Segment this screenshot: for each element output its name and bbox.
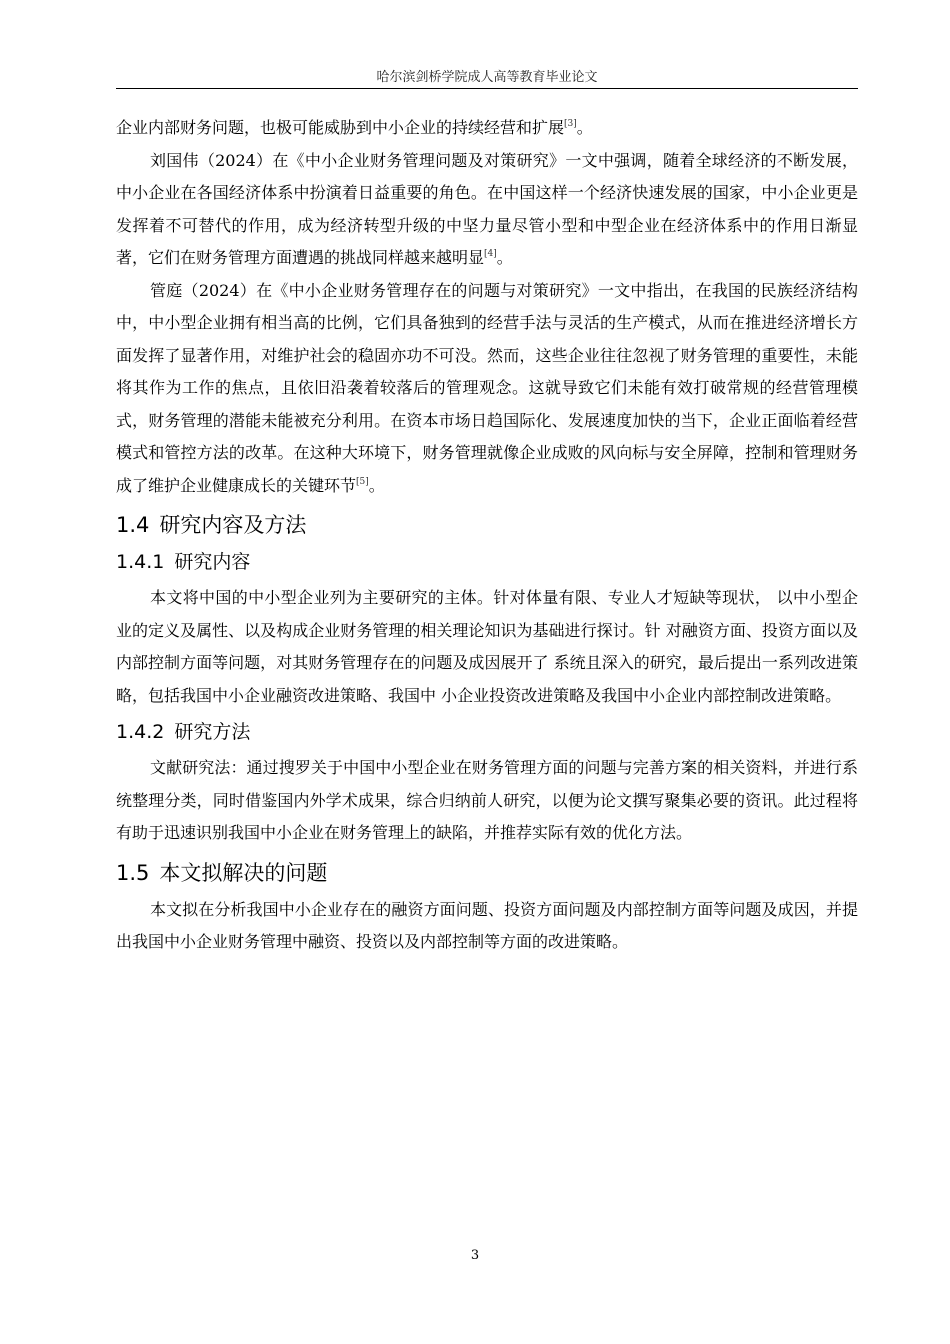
section-title: 研究内容及方法	[159, 513, 307, 537]
section-title: 本文拟解决的问题	[159, 860, 328, 885]
paragraph-text: 管庭（2024）在《中小企业财务管理存在的问题与对策研究》一文中指出，在我国的民族经济结构中，中小型企业拥有相当高的比例，它们具备独到的经营手法与灵活的生产模式，从而在推进经济增长方面发挥了显著作用，对维护社会的稳固亦功不可没。然而，这些企业往往忽视了财务管理的重要性，未能将其作为工作的焦点，且依旧沿袭着较落后的管理观念。这就导致它们未能有效打破常规的经营管理模式，财务管理的潜能未能被充分利用。在资本市场日趋国际化、发展速度加快的当下，企业正面临着经营模式和管控方法的改革。在这种大环境下，财务管理就像企业成败的风向标与安全屏障，控制和管理财务成了维护企业健康成长的关键环节	[116, 280, 858, 495]
citation-ref: [5]	[356, 476, 369, 487]
citation-ref: [4]	[484, 249, 497, 259]
paragraph-end: 。	[576, 118, 593, 137]
running-header: 哈尔滨剑桥学院成人高等教育毕业论文	[376, 70, 598, 85]
paragraph-research-content: 本文将中国的中小型企业列为主要研究的主体。针对体量有限、专业人才短缺等现状， 以中小型企业的定义及属性、以及构成企业财务管理的相关理论知识为基础进行探讨。针 对融资方面、投资方面以及内部控制方面等问题，对其财务管理存在的问题及成因展开了 系统且深入的研究，最后提出一系列改进策略，包括我国中小企业融资改进策略、我国中 小企业投资改进策略及我国中小企业内部控制改进策略。	[116, 588, 858, 705]
section-title: 研究内容	[174, 551, 251, 573]
section-number: 1.5	[116, 860, 150, 885]
paragraph-research-method: 文献研究法：通过搜罗关于中国中小型企业在财务管理方面的问题与完善方案的相关资料，并进行系统整理分类，同时借鉴国内外学术成果，综合归纳前人研究，以便为论文撰写聚集必要的资讯。此过程将有助于迅速识别我国中小企业在财务管理上的缺陷，并推荐实际有效的优化方法。	[116, 758, 858, 842]
section-heading-1-4-2	[116, 716, 858, 748]
header-rule	[116, 88, 858, 89]
paragraph-text: 刘国伟（2024）在《中小企业财务管理问题及对策研究》一文中强调，随着全球经济的不断发展，中小企业在各国经济体系中扮演着日益重要的角色。在中国这样一个经济快速发展的国家，中小企业更是发挥着不可替代的作用，成为经济转型升级的中坚力量尽管小型和中型企业在经济体系中的作用日渐显著，它们在财务管理方面遭遇的挑战同样越来越明显	[116, 150, 858, 267]
section-heading-1-4	[116, 508, 858, 542]
paragraph-guan-ting	[116, 275, 858, 503]
paragraph-continuation	[116, 112, 858, 145]
section-title: 研究方法	[174, 721, 251, 743]
section-number: 1.4.1	[116, 551, 165, 573]
page-number: 3	[470, 1248, 480, 1263]
paragraph-liu-guowei	[116, 145, 858, 275]
paragraph-problems: 本文拟在分析我国中小企业存在的融资方面问题、投资方面问题及内部控制方面等问题及成因，并提出我国中小企业财务管理中融资、投资以及内部控制等方面的改进策略。	[116, 899, 858, 951]
section-number: 1.4.2	[116, 721, 165, 743]
section-heading-1-4-1	[116, 546, 858, 578]
citation-ref: [3]	[564, 119, 577, 129]
page-body	[116, 112, 858, 959]
paragraph-end: 。	[496, 248, 513, 267]
section-heading-1-5	[116, 856, 858, 890]
section-number: 1.4	[116, 513, 150, 537]
paragraph-text: 企业内部财务问题，也极可能威胁到中小企业的持续经营和扩展	[116, 118, 565, 137]
paragraph-end: 。	[368, 475, 385, 495]
